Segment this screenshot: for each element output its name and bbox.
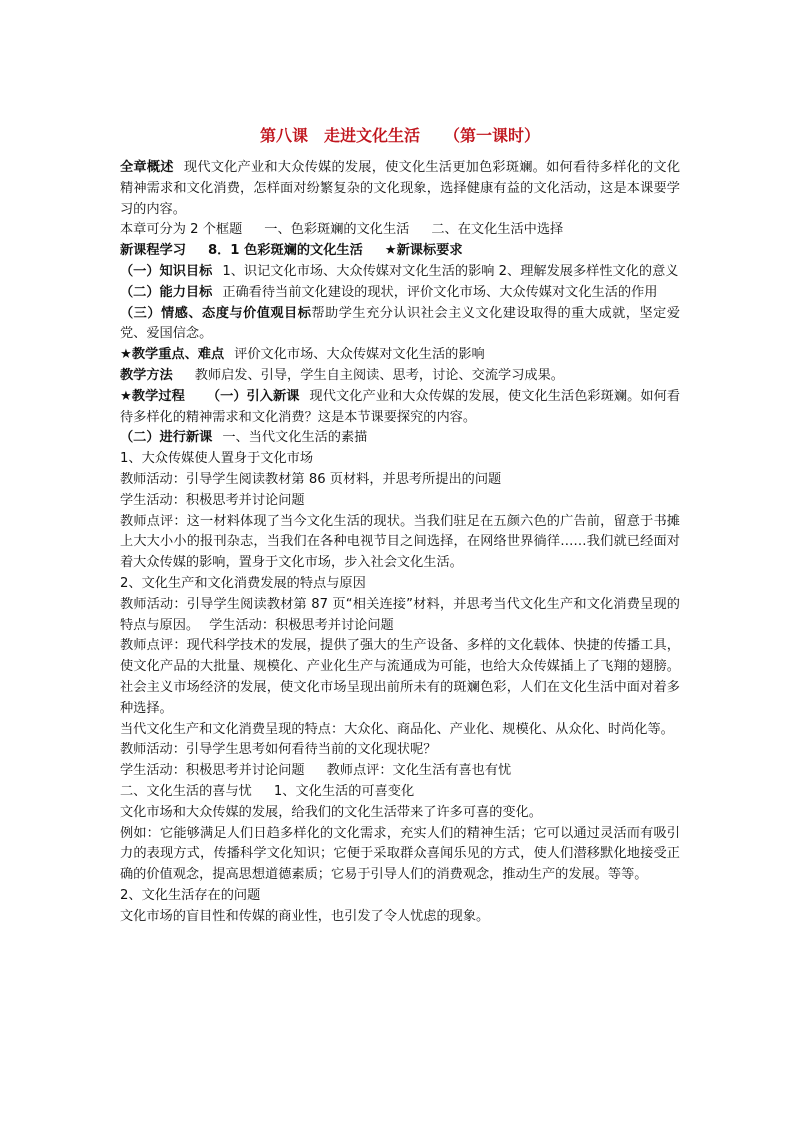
section-2-student: 学生活动：积极思考并讨论问题: [209, 617, 394, 633]
new-lesson-text: 一、当代文化生活的素描: [222, 430, 368, 446]
overview-text: 现代文化产业和大众传媒的发展，使文化生活更加色彩斑斓。如何看待多样化的文化精神需求和文化消费，怎样面对纷繁复杂的文化现象，选择健康有益的文化活动，这是本课要学习的内容。: [120, 160, 681, 217]
knowledge-goal: [120, 262, 680, 283]
new-course-section: 8．1 色彩斑斓的文化生活: [207, 243, 363, 259]
intro-label: （一）引入新课: [206, 388, 300, 404]
part-2-sub: 1、文化生活的可喜变化: [273, 783, 415, 799]
ability-goal-label: （二）能力目标: [120, 284, 213, 300]
part-2-title: 二、文化生活的喜与忧: [120, 783, 252, 799]
chapter-structure: [120, 220, 680, 241]
section-3-comment: 教师点评：文化生活有喜也有忧: [326, 763, 512, 779]
section-3-activities: [120, 761, 680, 782]
structure-item-2: 二、在文化生活中选择: [431, 222, 564, 238]
section-2-activities: [120, 595, 680, 637]
teaching-method-text: 教师启发、引导，学生自主阅读、思考，讨论、交流学习成果。: [194, 367, 564, 383]
part-2-example: 例如：它能够满足人们日趋多样化的文化需求，充实人们的精神生活；它可以通过灵活而有吸引力的表现方式，传播科学文化知识；它便于采取群众喜闻乐见的方式，使人们潜移默化地接受正确的价值观念，提高思想道德素质；它易于引导人们的消费观念，推动生产的发展。等等。: [120, 825, 680, 883]
section-2-comment: 教师点评：现代科学技术的发展，提供了强大的生产设备、多样的文化载体、快捷的传播工具，使文化产品的大批量、规模化、产业化生产与流通成为可能，也给大众传媒插上了飞翔的翅膀。社会主义市场经济的发展，使文化市场呈现出前所未有的斑斓色彩，人们在文化生活中面对着多种选择。: [120, 638, 680, 716]
document-page: [120, 124, 680, 927]
section-2-teacher: 教师活动：引导学生阅读教材第 87 页“相关连接”材料，并思考当代文化生产和文化消费呈现的特点与原因。: [120, 596, 680, 633]
teaching-method: [120, 366, 680, 387]
chapter-overview: [120, 158, 680, 220]
knowledge-goal-text: 1、识记文化市场、大众传媒对文化生活的影响 2、理解发展多样性文化的意义: [222, 263, 679, 279]
new-course-heading: [120, 241, 680, 262]
teaching-process: [120, 387, 680, 429]
part-2-heading: [120, 782, 680, 803]
section-1-comment: 教师点评：这一材料体现了当今文化生活的现状。当我们驻足在五颜六色的广告前，留意于书摊上大大小小的报刊杂志，当我们在各种电视节目之间选择，在网络世界徜徉……我们就已经面对着大众传媒的影响，置身于文化市场，步入社会文化生活。: [120, 513, 680, 571]
teaching-focus-label: ★教学重点、难点: [120, 347, 225, 363]
part-2-text2: 文化市场的盲目性和传媒的商业性，也引发了令人忧虑的现象。: [120, 908, 490, 924]
new-course-label: 新课程学习: [120, 243, 186, 259]
part-2-text: 文化市场和大众传媒的发展，给我们的文化生活带来了许多可喜的变化。: [120, 804, 542, 820]
overview-label: 全章概述: [120, 160, 174, 175]
section-2-title: 2、文化生产和文化消费发展的特点与原因: [120, 575, 366, 591]
part-2-sub2: 2、文化生活存在的问题: [120, 887, 261, 903]
section-2-features: 当代文化生产和文化消费呈现的特点：大众化、商品化、产业化、规模化、从众化、时尚化等。: [120, 721, 674, 737]
teaching-process-label: ★教学过程: [120, 388, 185, 404]
knowledge-goal-label: （一）知识目标: [120, 263, 213, 279]
teaching-focus: [120, 345, 680, 366]
emotion-goal: [120, 304, 680, 346]
teaching-focus-text: 评价文化市场、大众传媒对文化生活的影响: [234, 347, 485, 363]
ability-goal: [120, 283, 680, 304]
teaching-method-label: 教学方法: [120, 367, 173, 383]
emotion-goal-text: 帮助学生充分认识社会主义文化建设取得的重大成就，坚定爱党、爱国信念。: [120, 305, 681, 342]
ability-goal-text: 正确看待当前文化建设的现状，评价文化市场、大众传媒对文化生活的作用: [222, 284, 658, 300]
structure-intro: 本章可分为 2 个框题: [120, 222, 243, 238]
new-lesson: [120, 428, 680, 449]
new-course-standard: ★新课标要求: [384, 243, 463, 259]
emotion-goal-label: （三）情感、态度与价值观目标: [120, 305, 312, 321]
new-lesson-label: （二）进行新课: [120, 430, 213, 446]
section-1-student: 学生活动：积极思考并讨论问题: [120, 492, 305, 508]
structure-item-1: 一、色彩斑斓的文化生活: [264, 222, 410, 238]
intro-text: 现代文化产业和大众传媒的发展，使文化生活色彩斑斓。如何看待多样化的精神需求和文化消费？这是本节课要探究的内容。: [120, 388, 681, 425]
section-3-teacher: 教师活动：引导学生思考如何看待当前的文化现状呢？: [120, 742, 437, 758]
section-1-title: 1、大众传媒使人置身于文化市场: [120, 451, 314, 467]
section-3-student: 学生活动：积极思考并讨论问题: [120, 763, 305, 779]
section-1-teacher: 教师活动：引导学生阅读教材第 86 页材料，并思考所提出的问题: [120, 471, 502, 487]
lesson-title: 第八课 走进文化生活 （第一课时）: [259, 126, 540, 145]
